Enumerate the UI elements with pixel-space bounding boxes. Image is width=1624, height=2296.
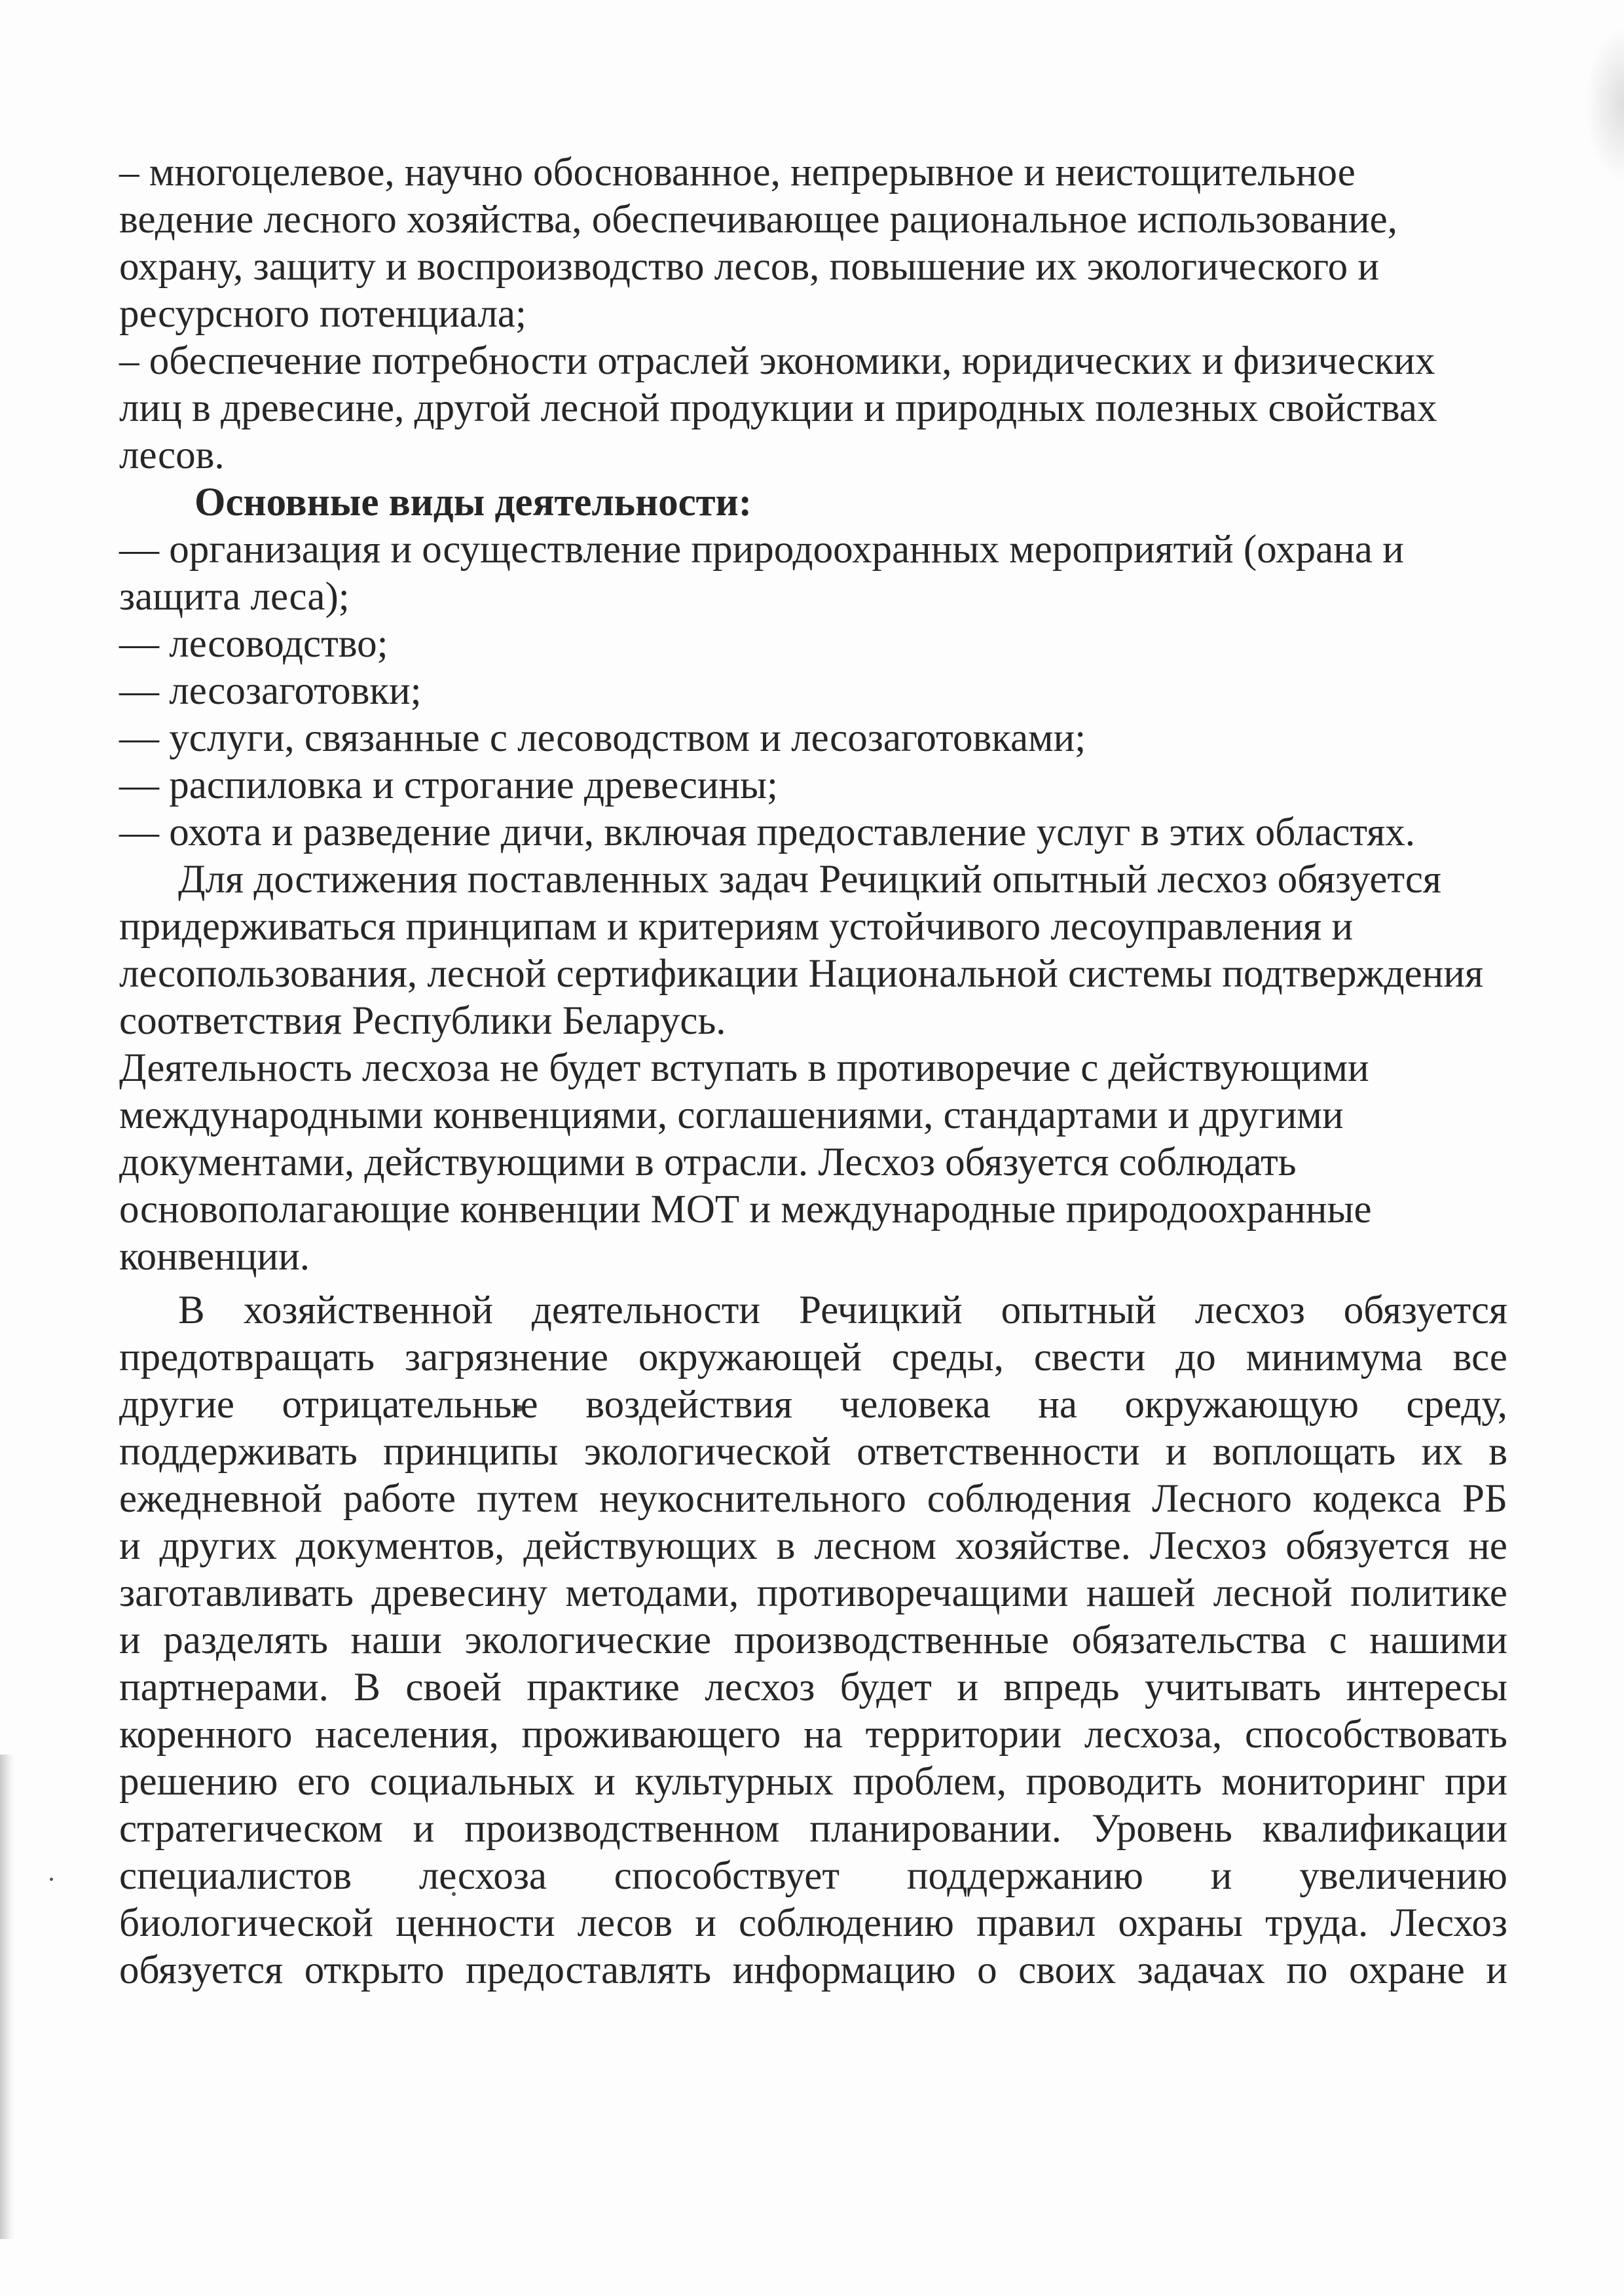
text-line: коренного населения, проживающего на территории лесхоза, способствовать [119,1713,1507,1757]
text-line: специалистов лесхоза способствует поддержанию и увеличению [119,1854,1507,1898]
text-line: конвенции. [119,1235,310,1279]
list-item: — организация и осуществление природоохранных мероприятий (охрана и [119,528,1404,572]
text-line: лиц в древесине, другой лесной продукции и природных полезных свойствах [119,386,1437,430]
text-line: лесопользования, лесной сертификации Национальной системы подтверждения [119,952,1484,996]
text-line: обязуется открыто предоставлять информацию о своих задачах по охране и [119,1948,1507,1992]
activities-section [119,479,1507,856]
text-line: предотвращать загрязнение окружающей среды, свести до минимума все [119,1336,1507,1379]
conventions-paragraph [119,1045,1507,1281]
text-line: Для достижения поставленных задач Речицкий опытный лесхоз обязуется [178,858,1441,902]
list-item: — лесоводство; [119,622,388,666]
text-line: лесов. [119,433,225,477]
list-item: — услуги, связанные с лесоводством и лесозаготовками; [119,716,1086,760]
text-line: соответствия Республики Беларусь. [119,999,726,1043]
text-line: стратегическом и производственном планировании. Уровень квалификации [119,1807,1507,1851]
text-line: ведение лесного хозяйства, обеспечивающее рациональное использование, [119,198,1397,242]
principles-paragraph [119,856,1507,1045]
list-item: — распиловка и строгание древесины; [119,763,778,807]
text-line: другие отрицательные воздействия человека на окружающую среду, [119,1383,1507,1427]
list-item: защита леса); [119,575,350,619]
text-line: ресурсного потенциала; [119,292,526,336]
scan-shadow-right [1585,26,1624,183]
scan-shadow-left [0,1755,14,2239]
scan-speck [50,1878,53,1881]
list-item: — лесозаготовки; [119,669,422,713]
text-line: и других документов, действующих в лесном хозяйстве. Лесхоз обязуется не [119,1524,1507,1568]
text-line: заготавливать древесину методами, противоречащими нашей лесной политике [119,1571,1507,1615]
text-line: поддерживать принципы экологической ответственности и воплощать их в [119,1430,1507,1474]
text-line: – многоцелевое, научно обоснованное, непрерывное и неистощительное [119,151,1356,194]
text-line: придерживаться принципам и критериям устойчивого лесоуправления и [119,905,1354,949]
text-line: ежедневной работе путем неукоснительного соблюдения Лесного кодекса РБ [119,1477,1507,1521]
text-line: партнерами. В своей практике лесхоз будет и впредь учитывать интересы [119,1666,1507,1709]
text-line: документами, действующими в отрасли. Лесхоз обязуется соблюдать [119,1140,1297,1184]
section-heading: Основные виды деятельности: [194,481,752,524]
text-line: решению его социальных и культурных проблем, проводить мониторинг при [119,1760,1507,1804]
text-line: международными конвенциями, соглашениями, стандартами и другими [119,1093,1344,1137]
text-line: В хозяйственной деятельности Речицкий опытный лесхоз обязуется [178,1288,1507,1332]
list-item: — охота и разведение дичи, включая предоставление услуг в этих областях. [119,811,1416,854]
text-line: биологической ценности лесов и соблюдению правил охраны труда. Лесхоз [119,1901,1507,1945]
text-line: и разделять наши экологические производственные обязательства с нашими [119,1618,1507,1662]
text-line: – обеспечение потребности отраслей экономики, юридических и физических [119,339,1435,383]
document-body [119,149,1507,1994]
text-line: Деятельность лесхоза не будет вступать в противоречие с действующими [119,1046,1369,1090]
environment-paragraph [119,1287,1507,1994]
text-line: охрану, защиту и воспроизводство лесов, повышение их экологического и [119,245,1379,289]
text-line: основополагающие конвенции МОТ и международные природоохранные [119,1188,1372,1231]
goals-section [119,149,1507,479]
